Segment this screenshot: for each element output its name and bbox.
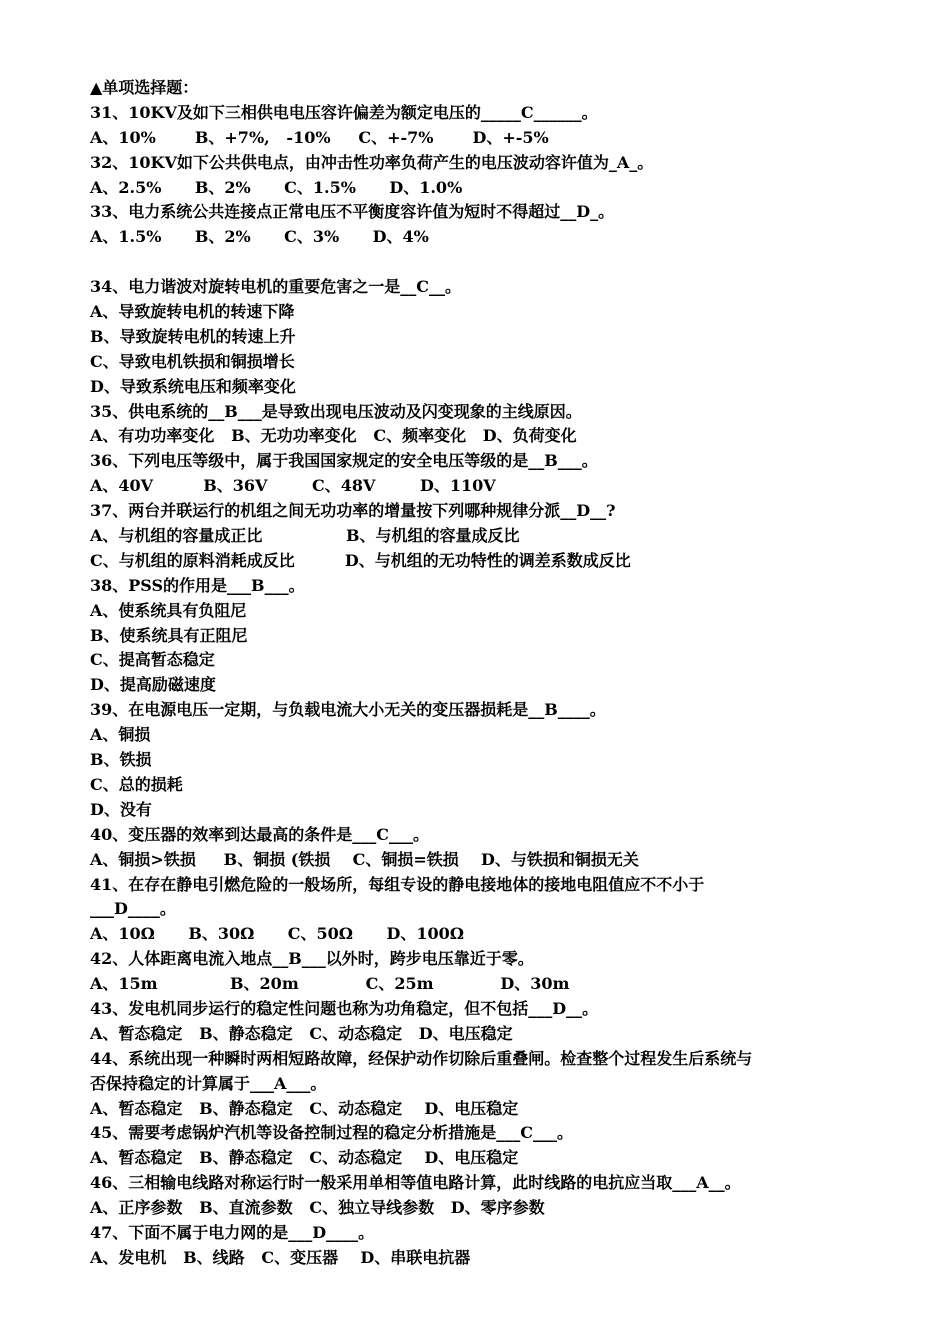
text-line: 31、10KV及如下三相供电电压容许偏差为额定电压的_____C______。 [90,102,598,122]
text-line: 40、变压器的效率到达最高的条件是___C___。 [90,824,430,844]
text-line: 46、三相输电线路对称运行时一般采用单相等值电路计算，此时线路的电抗应当取___A__。 [90,1173,741,1193]
text-line: ___D____。 [90,899,176,919]
text-line: 43、发电机同步运行的稳定性问题也称为功角稳定，但不包括___D__。 [90,998,599,1018]
text-line: A、铜损 [90,725,151,745]
text-line: A、导致旋转电机的转速下降 [90,302,295,322]
text-line: A、暂态稳定 B、静态稳定 C、动态稳定 D、电压稳定 [90,1148,519,1168]
text-line: D、导致系统电压和频率变化 [90,376,296,396]
text-line: A、铜损>铁损 B、铜损 (铁损 C、铜损=铁损 D、与铁损和铜损无关 [90,849,639,869]
text-line: A、正序参数 B、直流参数 C、独立导线参数 D、零序参数 [90,1198,545,1218]
text-line: B、导致旋转电机的转速上升 [90,326,296,346]
text-line: A、与机组的容量成正比 B、与机组的容量成反比 [90,526,520,546]
text-line: C、与机组的原料消耗成反比 D、与机组的无功特性的调差系数成反比 [90,550,631,570]
text-line: 37、两台并联运行的机组之间无功功率的增量按下列哪种规律分派__D__? [90,501,616,521]
text-line: 35、供电系统的__B___是导致出现电压波动及闪变现象的主线原因。 [90,401,582,421]
text-line: 47、下面不属于电力网的是___D____。 [90,1222,375,1242]
text-line: D、没有 [90,799,152,819]
text-line: 38、PSS的作用是___B___。 [90,575,305,595]
text-line: D、提高励磁速度 [90,675,216,695]
text-line: C、总的损耗 [90,774,183,794]
section-title: ▲单项选择题： [90,78,199,97]
question-list [90,101,890,1271]
text-line: 33、电力系统公共连接点正常电压不平衡度容许值为短时不得超过__D_。 [90,202,615,222]
text-line: B、铁损 [90,750,152,770]
text-line: A、10% B、+7%, -10% C、+-7% D、+-5% [90,127,549,147]
text-line: 42、人体距离电流入地点__B___以外时，跨步电压靠近于零。 [90,949,534,969]
text-line: A、暂态稳定 B、静态稳定 C、动态稳定 D、电压稳定 [90,1098,519,1118]
text-line [90,250,890,275]
text-line: A、10Ω B、30Ω C、50Ω D、100Ω [90,924,464,944]
text-line: B、使系统具有正阻尼 [90,625,248,645]
text-line: 45、需要考虑锅炉汽机等设备控制过程的稳定分析措施是___C___。 [90,1123,574,1143]
text-line: 否保持稳定的计算属于___A___。 [90,1073,327,1093]
text-line: 34、电力谐波对旋转电机的重要危害之一是__C__。 [90,277,462,297]
text-line: A、发电机 B、线路 C、变压器 D、串联电抗器 [90,1247,471,1267]
text-line: 36、下列电压等级中，属于我国国家规定的安全电压等级的是__B___。 [90,451,598,471]
text-line: 32、10KV如下公共供电点，由冲击性功率负荷产生的电压波动容许值为_A_。 [90,152,654,172]
text-line: A、暂态稳定 B、静态稳定 C、动态稳定 D、电压稳定 [90,1023,513,1043]
text-line: A、15m B、20m C、25m D、30m [90,974,570,994]
text-line: A、使系统具有负阻尼 [90,600,247,620]
text-line: 39、在电源电压一定期，与负载电流大小无关的变压器损耗是__B____。 [90,700,606,720]
text-line: 41、在存在静电引燃危险的一般场所，每组专设的静电接地体的接地电阻值应不不小于 [90,874,705,894]
text-line: 44、系统出现一种瞬时两相短路故障，经保护动作切除后重叠闸。检查整个过程发生后系统与 [90,1048,753,1068]
text-line: A、1.5% B、2% C、3% D、4% [90,227,429,247]
text-line: A、2.5% B、2% C、1.5% D、1.0% [90,177,463,197]
text-line: A、有功功率变化 B、无功功率变化 C、频率变化 D、负荷变化 [90,426,577,446]
text-line: A、40V B、36V C、48V D、110V [90,476,496,496]
text-line: C、提高暂态稳定 [90,650,215,670]
text-line: C、导致电机铁损和铜损增长 [90,351,295,371]
document-body [90,76,890,1271]
